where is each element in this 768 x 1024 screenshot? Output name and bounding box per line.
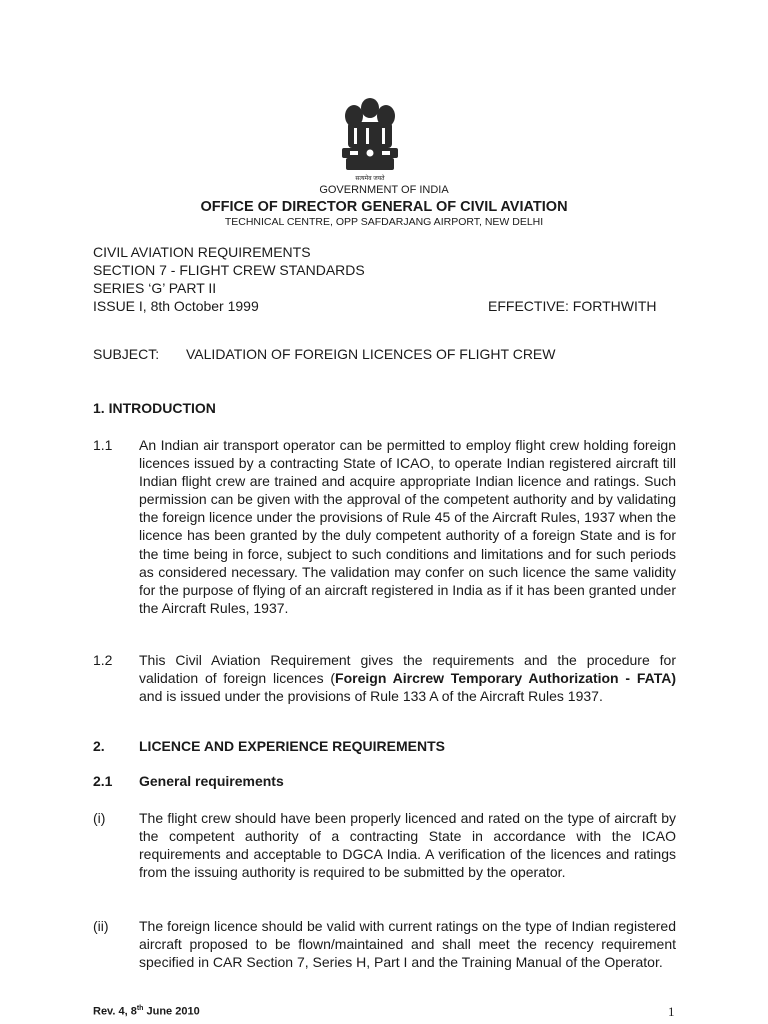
section-1-heading: 1. INTRODUCTION — [93, 400, 216, 416]
item-i-text: The flight crew should have been properly licenced and rated on the type of aircraft by the competent authority of a contracting State in accordance with the ICAO requirements and acceptable to DGCA India. A verification of the licences and ratings from the issuing authority is required to be submitted by the operator. — [139, 810, 676, 881]
subject-label: SUBJECT: — [93, 346, 160, 362]
car-issue: ISSUE I, 8th October 1999 — [93, 298, 259, 314]
section-2-heading: LICENCE AND EXPERIENCE REQUIREMENTS — [139, 738, 445, 754]
para-1-2-number: 1.2 — [93, 652, 113, 668]
subject-text: VALIDATION OF FOREIGN LICENCES OF FLIGHT CREW — [186, 346, 556, 362]
car-title: CIVIL AVIATION REQUIREMENTS — [93, 244, 311, 260]
item-i-number: (i) — [93, 810, 106, 826]
revision-footer: Rev. 4, 8th June 2010 — [93, 1005, 200, 1018]
para-1-1-number: 1.1 — [93, 437, 113, 453]
page-number: 1 — [668, 1004, 675, 1019]
emblem-motto: सत्यमेव जयते — [355, 176, 385, 182]
item-ii-number: (ii) — [93, 918, 109, 934]
government-label: GOVERNMENT OF INDIA — [319, 184, 449, 196]
para-1-2-text: This Civil Aviation Requirement gives the requirements and the procedure for validation of foreign licences (Foreign Aircrew Temporary Authorization - FATA) and is issued under the provisions of Rule 133 A of the Aircraft Rules 1937. — [139, 652, 676, 705]
car-section: SECTION 7 - FLIGHT CREW STANDARDS — [93, 262, 365, 278]
fata-term: Foreign Aircrew Temporary Authorization - FATA) — [335, 670, 676, 687]
national-emblem-icon — [336, 94, 404, 186]
office-title: OFFICE OF DIRECTOR GENERAL OF CIVIL AVIATION — [200, 199, 568, 215]
office-address: TECHNICAL CENTRE, OPP SAFDARJANG AIRPORT, NEW DELHI — [224, 216, 544, 228]
section-2-number: 2. — [93, 738, 105, 754]
section-2-1-number: 2.1 — [93, 773, 113, 789]
section-2-1-heading: General requirements — [139, 773, 284, 789]
car-effective: EFFECTIVE: FORTHWITH — [488, 298, 657, 314]
car-series: SERIES ‘G’ PART II — [93, 280, 217, 296]
para-1-1-text: An Indian air transport operator can be permitted to employ flight crew holding foreign licences issued by a contracting State of ICAO, to operate Indian registered aircraft till Indian flight crew are trained and acquire appropriate Indian licence and ratings. Such permission can be given with the approval of the competent authority and by validating the foreign licence under the provisions of Rule 45 of the Aircraft Rules, 1937 when the licence has been granted by the duly competent authority of a foreign State and is for the time being in force, subject to such conditions and limitations and for such periods as considered necessary. The validation may confer on such licence the same validity for the purpose of flying of an aircraft registered in India as if it has been granted under the Aircraft Rules, 1937. — [139, 437, 676, 616]
item-ii-text: The foreign licence should be valid with current ratings on the type of Indian registered aircraft proposed to be flown/maintained and shall meet the recency requirement specified in CAR Section 7, Series H, Part I and the Training Manual of the Operator. — [139, 918, 676, 971]
